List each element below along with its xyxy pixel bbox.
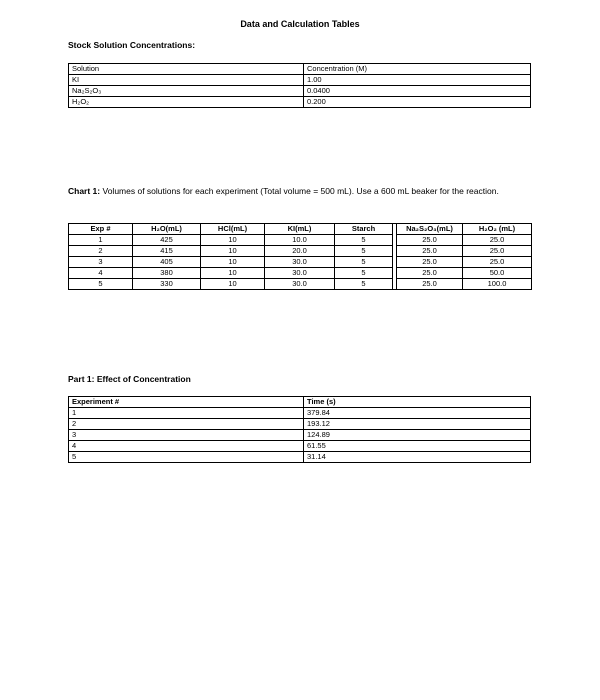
table-cell: 2 — [69, 246, 133, 257]
table-row — [69, 419, 531, 430]
header-cell: Na₂S₂O₃(mL) — [397, 224, 463, 235]
table-cell: 10.0 — [265, 235, 335, 246]
table-cell: 10 — [201, 279, 265, 290]
table-cell: 25.0 — [397, 268, 463, 279]
experiment-cell: 2 — [69, 419, 304, 430]
solution-cell: Na₂S₂O₃ — [69, 86, 304, 97]
table-cell: 50.0 — [463, 268, 532, 279]
table-cell: 4 — [69, 268, 133, 279]
table-cell: 380 — [133, 268, 201, 279]
stock-solution-table — [68, 63, 531, 108]
header-cell: Exp # — [69, 224, 133, 235]
table-cell: 330 — [133, 279, 201, 290]
table-cell: 425 — [133, 235, 201, 246]
concentration-cell: 1.00 — [304, 75, 531, 86]
table-cell: 1 — [69, 235, 133, 246]
table-cell: 415 — [133, 246, 201, 257]
time-cell: 379.84 — [304, 408, 531, 419]
header-cell: Concentration (M) — [304, 64, 531, 75]
chart1-description: Volumes of solutions for each experiment (Total volume = 500 mL). Use a 600 mL beaker for the reaction. — [102, 186, 499, 196]
table-header-row — [69, 397, 531, 408]
chart1-volumes-table — [68, 223, 532, 290]
solution-cell: H₂O₂ — [69, 97, 304, 108]
time-cell: 31.14 — [304, 452, 531, 463]
table-cell: 25.0 — [463, 246, 532, 257]
table-cell: 10 — [201, 257, 265, 268]
experiment-cell: 5 — [69, 452, 304, 463]
table-cell: 30.0 — [265, 279, 335, 290]
table-row — [69, 408, 531, 419]
header-cell: Time (s) — [304, 397, 531, 408]
chart1-label: Chart 1: — [68, 186, 101, 196]
table-cell: 10 — [201, 235, 265, 246]
table-cell: 30.0 — [265, 257, 335, 268]
experiment-cell: 3 — [69, 430, 304, 441]
table-row — [69, 430, 531, 441]
chart1-caption — [68, 185, 533, 198]
concentration-cell: 0.0400 — [304, 86, 531, 97]
table-cell: 25.0 — [397, 257, 463, 268]
table-cell: 5 — [335, 279, 393, 290]
stock-heading: Stock Solution Concentrations: — [68, 40, 196, 50]
header-cell: H₂O₂ (mL) — [463, 224, 532, 235]
concentration-cell: 0.200 — [304, 97, 531, 108]
table-cell: 5 — [335, 268, 393, 279]
table-row — [69, 268, 532, 279]
header-cell: Experiment # — [69, 397, 304, 408]
part1-heading: Part 1: Effect of Concentration — [68, 374, 191, 384]
table-header-row — [69, 224, 532, 235]
time-cell: 61.55 — [304, 441, 531, 452]
header-cell: H₂O(mL) — [133, 224, 201, 235]
table-cell: 25.0 — [397, 235, 463, 246]
table-row — [69, 246, 532, 257]
time-cell: 193.12 — [304, 419, 531, 430]
header-cell: KI(mL) — [265, 224, 335, 235]
table-cell: 30.0 — [265, 268, 335, 279]
table-cell: 5 — [335, 257, 393, 268]
table-cell: 25.0 — [397, 279, 463, 290]
table-cell: 100.0 — [463, 279, 532, 290]
table-cell: 3 — [69, 257, 133, 268]
table-header-row — [69, 64, 531, 75]
table-row — [69, 235, 532, 246]
time-cell: 124.89 — [304, 430, 531, 441]
table-cell: 5 — [335, 235, 393, 246]
table-row — [69, 279, 532, 290]
table-cell: 25.0 — [463, 235, 532, 246]
table-cell: 25.0 — [397, 246, 463, 257]
experiment-cell: 1 — [69, 408, 304, 419]
table-cell: 20.0 — [265, 246, 335, 257]
table-row — [69, 257, 532, 268]
header-cell: Starch — [335, 224, 393, 235]
table-row — [69, 75, 531, 86]
table-cell: 405 — [133, 257, 201, 268]
table-row — [69, 97, 531, 108]
table-row — [69, 452, 531, 463]
header-cell: Solution — [69, 64, 304, 75]
table-cell: 10 — [201, 268, 265, 279]
table-row — [69, 441, 531, 452]
part1-time-table — [68, 396, 531, 463]
page-title: Data and Calculation Tables — [240, 19, 360, 29]
table-row — [69, 86, 531, 97]
experiment-cell: 4 — [69, 441, 304, 452]
solution-cell: KI — [69, 75, 304, 86]
table-cell: 10 — [201, 246, 265, 257]
table-cell: 25.0 — [463, 257, 532, 268]
table-cell: 5 — [335, 246, 393, 257]
header-cell: HCl(mL) — [201, 224, 265, 235]
table-cell: 5 — [69, 279, 133, 290]
